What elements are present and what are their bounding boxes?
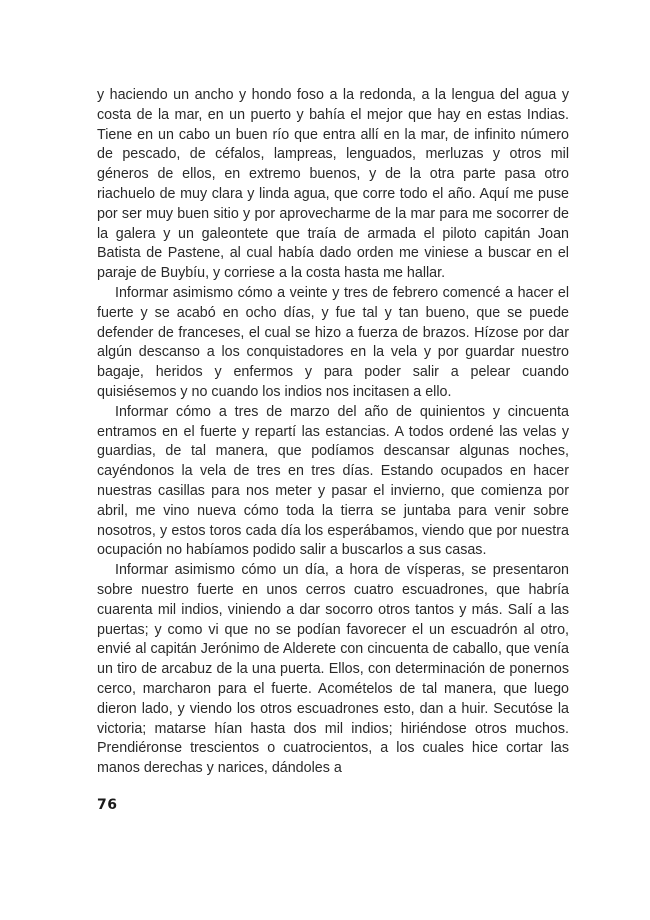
page-number: 76 (97, 797, 118, 813)
paragraph-3: Informar cómo a tres de marzo del año de quinientos y cincuenta entramos en el fuerte y repartí las estancias. A todos ordené las velas y guardias, de tal manera, que podíamos descansar algunas noches, cayéndonos la vela de tres en tres días. Estando ocupados en hacer nuestras casillas para nos meter y pasar el invierno, que comienza por abril, me vino nueva cómo toda la tierra se juntaba para venir sobre nosotros, y estos toros cada día los esperábamos, viendo que por nuestra ocupación no habíamos podido salir a buscarlos a sus casas. (97, 403, 569, 559)
paragraph-1: y haciendo un ancho y hondo foso a la redonda, a la lengua del agua y costa de la mar, en un puerto y bahía el mejor que hay en estas Indias. Tiene en un cabo un buen río que entra allí en la mar, de infinito número de pescado, de céfalos, lampreas, lenguados, merluzas y otros mil géneros de ellos, en extremo buenos, y de la otra parte pasa otro riachuelo de muy clara y linda agua, que corre todo el año. Aquí me puse por ser muy buen sitio y por aprovecharme de la mar para me socorrer de la galera y un galeontete que traía de armada el piloto capitán Joan Batista de Pastene, al cual había dado orden me viniese a buscar en el paraje de Buybíu, y corriese a la costa hasta me hallar. (97, 87, 569, 282)
body-text (97, 86, 569, 779)
paragraph-2: Informar asimismo cómo a veinte y tres de febrero comencé a hacer el fuerte y se acabó en ocho días, y fue tal y tan bueno, que se puede defender de franceses, el cual se hizo a fuerza de brazos. Hízose por dar algún descanso a los conquistadores en la vela y por guardar nuestro bagaje, heridos y enfermos y para poder salir a pelear cuando quisiésemos y no cuando los indios nos incitasen a ello. (97, 284, 569, 400)
paragraph-4: Informar asimismo cómo un día, a hora de vísperas, se presentaron sobre nuestro fuerte en unos cerros cuatro escuadrones, que habría cuarenta mil indios, viniendo a dar socorro otros tantos y más. Salí a las puertas; y como vi que no se podían favorecer el un escuadrón al otro, envié al capitán Jerónimo de Alderete con cincuenta de caballo, que venía un tiro de arcabuz de la una puerta. Ellos, con determinación de ponernos cerco, marcharon para el fuerte. Acomételos de tal manera, que luego dieron lado, y viendo los otros escuadrones esto, dan a huir. Secutóse la victoria; matarse hían hasta dos mil indios; hiriéndose otros muchos. Prendiéronse trescientos o cuatrocientos, a los cuales hice cortar las manos derechas y narices, dándoles a (97, 562, 569, 777)
